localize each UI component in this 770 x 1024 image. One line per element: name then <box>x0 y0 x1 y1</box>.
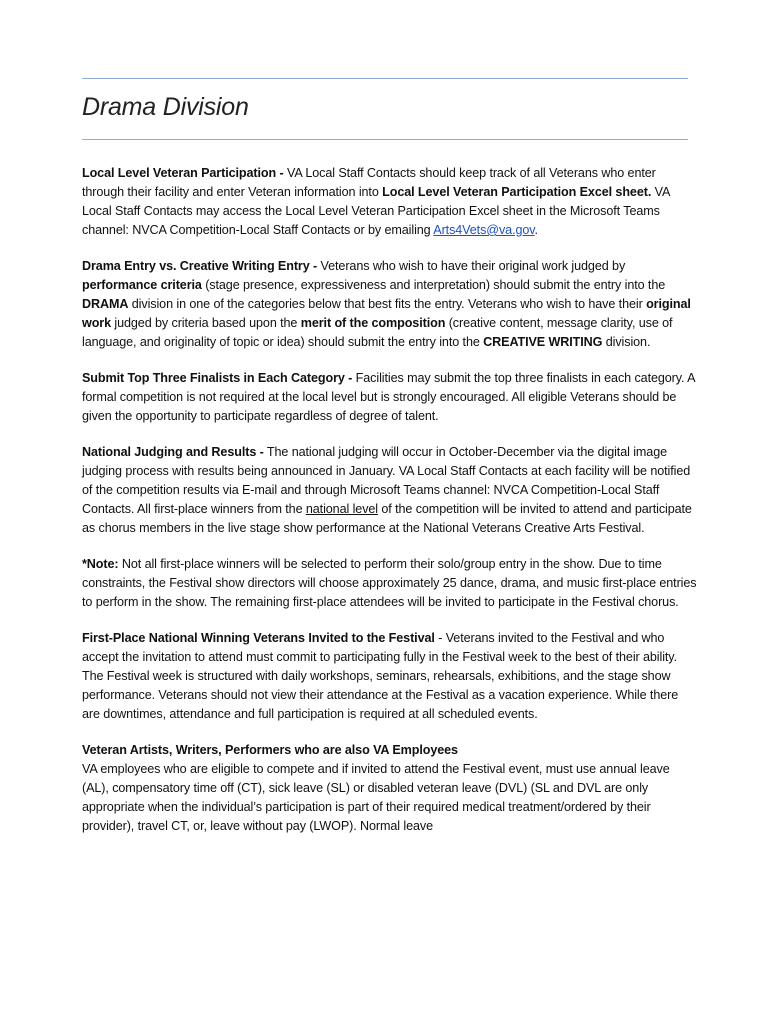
document-body <box>82 164 698 853</box>
text-span: Facilities may submit the top three finalists in each category. A formal competition is not required at the local level but is strongly encouraged. All eligible Veterans should be given the opportunity to participate regardless of degree of talent. <box>82 371 695 423</box>
text-span: judged by criteria based upon the <box>111 316 301 330</box>
heading-first-place-invited: First-Place National Winning Veterans Invited to the Festival <box>82 631 435 645</box>
bold-span: original work <box>82 297 691 330</box>
email-link[interactable]: Arts4Vets@va.gov <box>433 223 535 237</box>
bold-span: DRAMA <box>82 297 129 311</box>
text-span: (creative content, message clarity, use of language, and originality of topic or idea) should submit the entry into the <box>82 316 673 349</box>
paragraph-top-three <box>82 369 698 426</box>
text-span: Not all first-place winners will be selected to perform their solo/group entry in the show. Due to time constraints, the Festival show directors will choose approximately 25 dance, drama, and music first-place entries to perform in the show. The remaining first-place attendees will be invited to participate in the Festival chorus. <box>82 557 697 609</box>
bold-span: Veteran Artists, Writers, Performers who are also VA Employees <box>82 743 458 757</box>
heading-national-judging: National Judging and Results - <box>82 445 264 459</box>
bold-span: performance criteria <box>82 278 202 292</box>
bold-span: merit of the composition <box>300 316 446 330</box>
paragraph-local-participation <box>82 164 698 240</box>
heading-note: *Note: <box>82 557 119 571</box>
text-span: The national judging will occur in October-December via the digital image judging process with results being announced in January. VA Local Staff Contacts at each facility will be notified of the competition results via E-mail and through Microsoft Teams channel: NVCA Competition-Local Staff Contacts. All first-place winners from the <box>82 445 691 516</box>
heading-top-three: Submit Top Three Finalists in Each Category - <box>82 371 353 385</box>
heading-va-employees <box>82 741 698 760</box>
text-span: - Veterans invited to the Festival and who accept the invitation to attend must commit to participating fully in the Festival week to the best of their ability. The Festival week is structured with daily workshops, seminars, rehearsals, exhibitions, and the stage show performance. Veterans should not view their attendance at the Festival as a vacation experience. While there are downtimes, attendance and full participation is required at all scheduled events. <box>82 631 679 721</box>
text-span: of the competition will be invited to attend and participate as chorus members in the live stage show performance at the National Veterans Creative Arts Festival. <box>82 502 692 535</box>
title-divider <box>82 139 688 140</box>
bold-span: Local Level Veteran Participation Excel sheet. <box>382 185 652 199</box>
paragraph-note <box>82 555 698 612</box>
paragraph-national-judging <box>82 443 698 538</box>
text-span: VA Local Staff Contacts may access the Local Level Veteran Participation Excel sheet in the Microsoft Teams channel: NVCA Competition-Local Staff Contacts or by emailing <box>82 185 670 237</box>
paragraph-drama-vs-writing <box>82 257 698 352</box>
page-title: Drama Division <box>82 93 249 121</box>
heading-drama-vs-writing: Drama Entry vs. Creative Writing Entry - <box>82 259 318 273</box>
top-divider <box>82 78 688 79</box>
text-span: division. <box>602 335 651 349</box>
heading-local-participation: Local Level Veteran Participation - <box>82 166 284 180</box>
text-span: (stage presence, expressiveness and interpretation) should submit the entry into the <box>201 278 666 292</box>
text-span: VA Local Staff Contacts should keep track of all Veterans who enter through their facility and enter Veteran information into <box>82 166 656 199</box>
text-span: division in one of the categories below that best fits the entry. Veterans who wish to have their <box>128 297 647 311</box>
text-span: . <box>534 223 538 237</box>
text-span: Veterans who wish to have their original work judged by <box>317 259 626 273</box>
paragraph-first-place-invited <box>82 629 698 724</box>
paragraph-va-employees: VA employees who are eligible to compete and if invited to attend the Festival event, must use annual leave (AL), compensatory time off (CT), sick leave (SL) or disabled veteran leave (DVL) (SL and DVL are only appropriate when the individual’s participation is part of their required medical treatment/ordered by their provider), travel CT, or, leave without pay (LWOP). Normal leave <box>82 762 670 833</box>
bold-span: CREATIVE WRITING <box>483 335 603 349</box>
underlined-span: national level <box>305 502 378 516</box>
